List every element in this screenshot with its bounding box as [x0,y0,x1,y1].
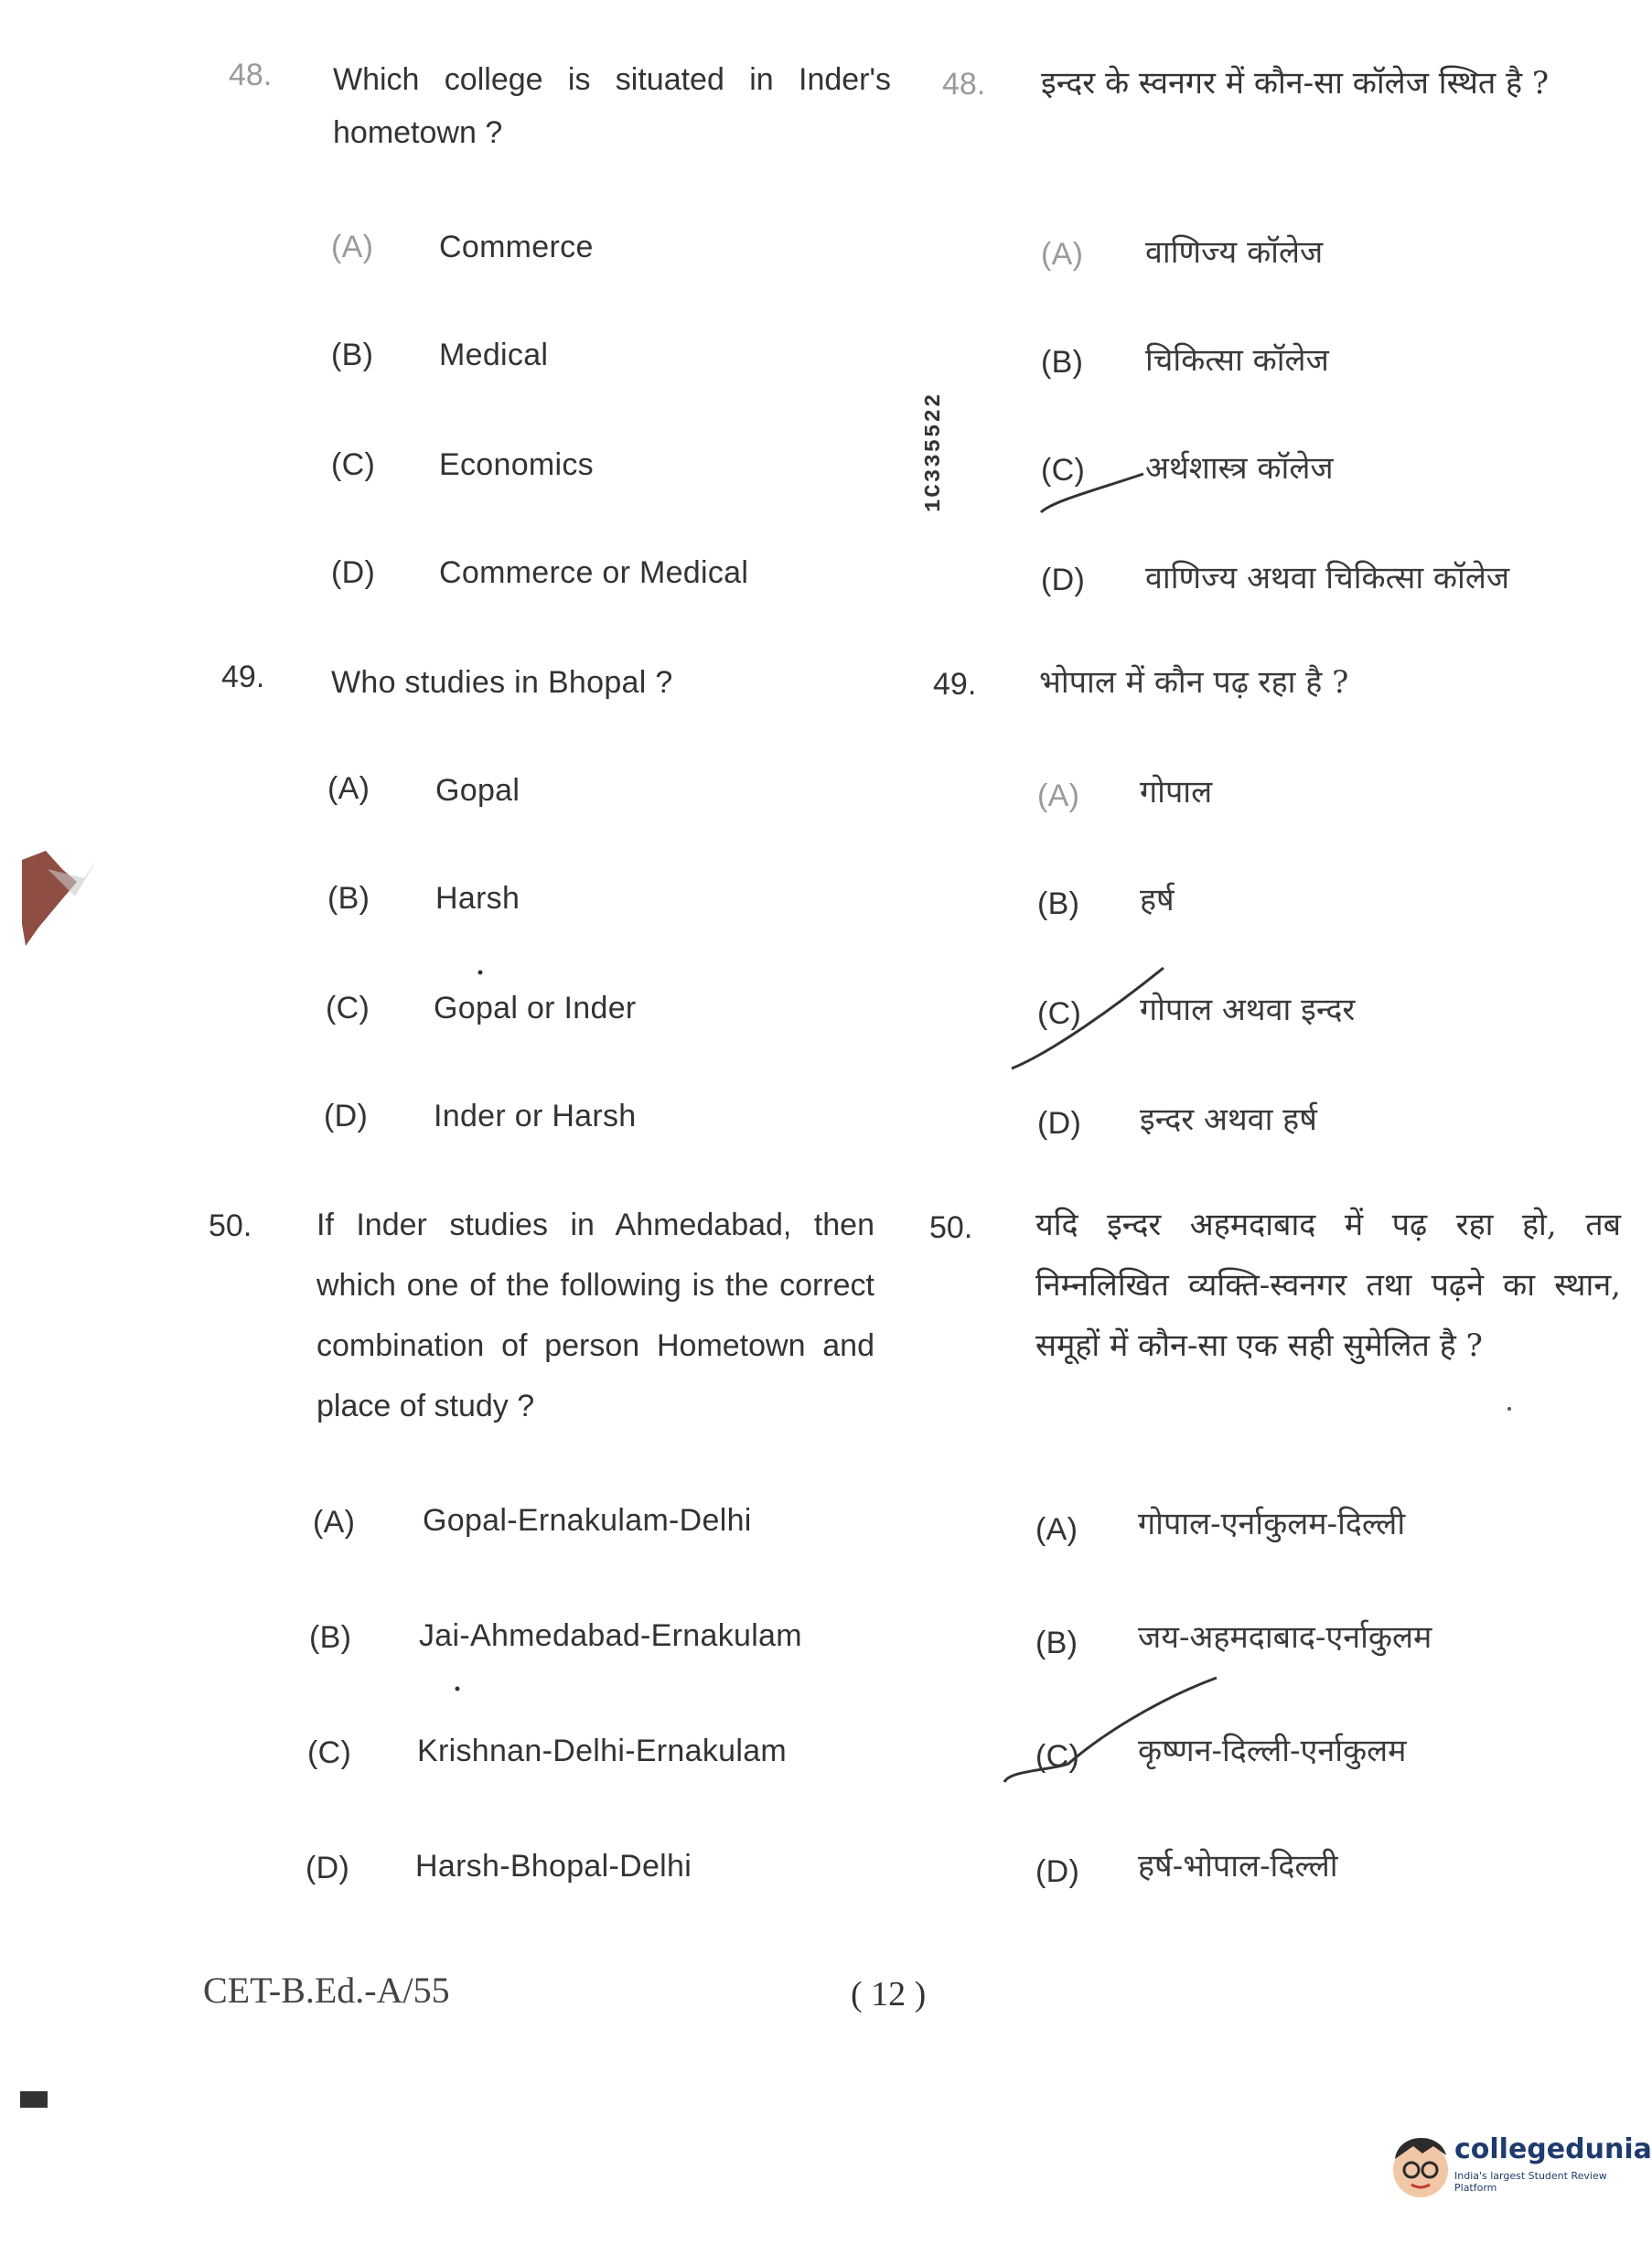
option-text-49b-en: Harsh [435,881,520,916]
scan-smudge [20,851,102,951]
option-label-50c-en: (C) [307,1735,352,1770]
option-label-50c-hi: (C) [1035,1739,1080,1774]
option-text-48a-en: Commerce [439,230,594,264]
stray-dot [1507,1407,1511,1411]
option-label-49a-en: (A) [327,771,370,806]
serial-number: 1C335522 [922,392,947,512]
option-text-50a-en: Gopal-Ernakulam-Delhi [423,1503,752,1538]
option-text-50c-hi: कृष्णन-दिल्ली-एर्नाकुलम [1138,1733,1407,1769]
option-label-50a-hi: (A) [1035,1512,1078,1547]
option-text-48c-en: Economics [439,447,594,482]
option-label-49c-en: (C) [326,991,370,1025]
option-label-48b-en: (B) [331,338,374,372]
option-label-49d-hi: (D) [1037,1106,1082,1141]
question-stem-49-hi: भोपाल में कौन पढ़ रहा है ? [1039,664,1349,701]
option-label-49b-hi: (B) [1037,886,1080,921]
option-text-48a-hi: वाणिज्य कॉलेज [1145,234,1324,271]
question-number-48-hi: 48. [942,67,986,102]
option-label-48c-en: (C) [331,447,376,482]
question-stem-48-hi: इन्दर के स्वनगर में कौन-सा कॉलेज स्थित है ? [1041,65,1550,102]
question-stem-50-hi: यदि इन्दर अहमदाबाद में पढ़ रहा हो, तब निम्नलिखित व्यक्ति-स्वनगर तथा पढ़ने का स्थान, समूहों में कौन-सा एक सही सुमेलित है ? [1035,1207,1621,1364]
option-label-50d-hi: (D) [1035,1854,1080,1889]
option-label-48a-hi: (A) [1041,237,1084,272]
question-stem-50-en: If Inder studies in Ahmedabad, then which one of the following is the correct combination of person Hometown and place of study ? [316,1208,874,1423]
question-number-50-hi: 50. [929,1210,973,1245]
option-text-49a-en: Gopal [435,773,520,808]
option-label-50b-en: (B) [309,1620,352,1655]
option-text-49a-hi: गोपाल [1140,774,1213,811]
option-label-49d-en: (D) [324,1099,369,1133]
question-stem-48-en: Which college is situated in Inder's hometown ? [333,62,891,150]
option-label-48d-en: (D) [331,555,376,590]
question-stem-49-en: Who studies in Bhopal ? [331,665,673,700]
option-text-50d-hi: हर्ष-भोपाल-दिल्ली [1138,1848,1338,1885]
option-text-49c-hi: गोपाल अथवा इन्दर [1140,992,1356,1028]
question-number-49-hi: 49. [933,667,977,702]
option-label-49b-en: (B) [327,881,370,916]
page-number: ( 12 ) [851,1975,927,2013]
option-label-48a-en: (A) [331,230,374,264]
option-label-50d-en: (D) [306,1851,350,1885]
option-text-50c-en: Krishnan-Delhi-Ernakulam [417,1734,788,1768]
logo-name: collegedunia [1454,2133,1652,2165]
paper-code: CET-B.Ed.-A/55 [203,1970,450,2011]
logo-tagline: India's largest Student Review Platform [1454,2170,1607,2194]
option-label-50a-en: (A) [313,1505,356,1540]
question-number-49: 49. [221,660,265,694]
option-text-48d-hi: वाणिज्य अथवा चिकित्सा कॉलेज [1145,560,1510,596]
stray-dot [456,1687,460,1691]
question-number-48: 48. [229,58,273,92]
option-text-49d-hi: इन्दर अथवा हर्ष [1140,1101,1317,1138]
option-text-50b-en: Jai-Ahmedabad-Ernakulam [419,1618,802,1653]
option-text-50a-hi: गोपाल-एर्नाकुलम-दिल्ली [1138,1506,1406,1542]
option-text-49b-hi: हर्ष [1140,882,1175,918]
option-label-50b-hi: (B) [1035,1626,1078,1660]
option-text-48b-hi: चिकित्सा कॉलेज [1145,342,1329,379]
option-text-49c-en: Gopal or Inder [434,991,637,1025]
option-text-48b-en: Medical [439,338,549,372]
stray-dot [478,971,483,975]
option-text-48d-en: Commerce or Medical [439,555,749,590]
option-text-50b-hi: जय-अहमदाबाद-एर्नाकुलम [1138,1619,1432,1656]
option-label-48d-hi: (D) [1041,563,1086,597]
option-label-48c-hi: (C) [1041,453,1086,488]
option-text-48c-hi: अर्थशास्त्र कॉलेज [1145,450,1334,487]
option-text-49d-en: Inder or Harsh [434,1099,637,1133]
question-number-50: 50. [209,1208,252,1243]
option-label-48b-hi: (B) [1041,345,1084,380]
option-text-50d-en: Harsh-Bhopal-Delhi [415,1849,692,1884]
option-label-49a-hi: (A) [1037,779,1080,813]
scan-mark [20,2091,48,2108]
option-label-49c-hi: (C) [1037,996,1082,1031]
